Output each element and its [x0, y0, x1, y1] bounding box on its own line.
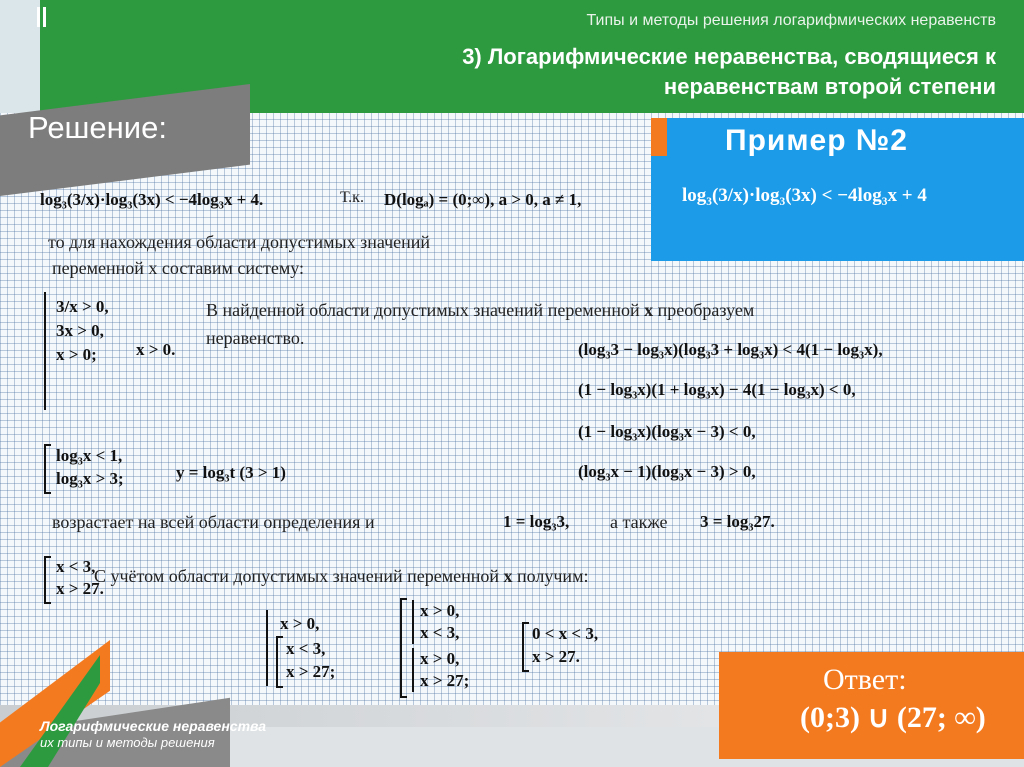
- transform-text-part: преобразуем: [657, 300, 755, 320]
- system6-row: 0 < x < 3,: [532, 624, 599, 643]
- transform-text: [206, 300, 754, 321]
- transform-text-end: неравенство.: [206, 328, 305, 348]
- system2: [56, 444, 124, 490]
- system1-result: x > 0.: [136, 340, 176, 359]
- step-3: (1 − log₃x)(log₃x − 3) < 0,: [578, 422, 756, 441]
- system4-row: x > 27;: [286, 662, 336, 681]
- footer-title: Логарифмические неравенства: [40, 718, 267, 734]
- since-label: Т.к.: [340, 189, 364, 206]
- increase-text: возрастает на всей области определения и: [52, 512, 375, 532]
- odz-text-1: то для нахождения области допустимых значений: [48, 232, 431, 252]
- also-text: а также: [610, 512, 668, 532]
- system5a-row: x < 3,: [420, 623, 460, 642]
- system6-bracket: [522, 622, 529, 672]
- final-text-part: С учётом области допустимых значений переменной: [94, 566, 499, 586]
- system5-b: [420, 648, 469, 692]
- equality-2: 3 = log₃27.: [700, 512, 775, 531]
- odz-text-2: переменной х составим систему:: [52, 258, 305, 278]
- system5a-brace: [412, 600, 414, 644]
- example-inequality: log₃(3/x)·log₃(3x) < −4log₃x + 4: [682, 185, 927, 206]
- system2-row: log₃x < 1,: [56, 446, 123, 465]
- header-subtitle: Типы и методы решения логарифмических неравенств: [586, 12, 996, 29]
- answer-value: (0;3) ∪ (27; ∞): [800, 701, 986, 734]
- example-accent: [651, 118, 667, 156]
- top-left-strip: [0, 0, 40, 113]
- footer-subtitle: их типы и методы решения: [40, 735, 215, 750]
- system1-row: 3x > 0,: [56, 321, 104, 340]
- transform-var: x: [644, 300, 654, 320]
- title-line-2: неравенствам второй степени: [663, 74, 996, 99]
- system5a-row: x > 0,: [420, 601, 460, 620]
- system5-bracket: [400, 598, 407, 698]
- equality-1: 1 = log₃3,: [503, 512, 570, 531]
- system5-a: [420, 600, 459, 644]
- system1-row: x > 0;: [56, 345, 97, 364]
- solution-label: Решение:: [28, 110, 167, 145]
- step-2: (1 − log₃x)(1 + log₃x) − 4(1 − log₃x) < 0,: [578, 380, 856, 399]
- final-text: [94, 566, 588, 587]
- log-function: y = log₃t (3 > 1): [176, 463, 286, 482]
- header-title: [236, 42, 996, 102]
- system6-row: x > 27.: [532, 647, 580, 666]
- main-inequality: log₃(3/x)·log₃(3x) < −4log₃x + 4.: [40, 190, 264, 209]
- system1-row: 3/x > 0,: [56, 297, 109, 316]
- system4-outer: x > 0,: [280, 614, 320, 633]
- system3-row: x > 27.: [56, 579, 104, 598]
- system2-row: log₃x > 3;: [56, 469, 124, 488]
- system4-inner: [286, 637, 335, 683]
- system2-bracket: [44, 444, 51, 494]
- system3-row: x < 3,: [56, 557, 96, 576]
- pause-icon: [37, 7, 46, 27]
- title-line-1: 3) Логарифмические неравенства, сводящиеся к: [462, 44, 996, 69]
- example-title: Пример №2: [725, 124, 908, 157]
- system1: [56, 295, 109, 367]
- system4-inner-bracket: [276, 636, 283, 688]
- system4-brace: [266, 610, 268, 686]
- final-var: x: [503, 566, 513, 586]
- domain-condition: D(logₐ) = (0;∞), a > 0, a ≠ 1,: [384, 190, 582, 209]
- transform-text-part: В найденной области допустимых значений переменной: [206, 300, 640, 320]
- system5b-brace: [412, 648, 414, 692]
- system5b-row: x > 0,: [420, 649, 460, 668]
- system1-brace: [44, 292, 46, 410]
- system3-bracket: [44, 556, 51, 604]
- answer-label: Ответ:: [823, 663, 907, 696]
- system4-row: x < 3,: [286, 639, 326, 658]
- system6: [532, 622, 598, 668]
- system5b-row: x > 27;: [420, 671, 470, 690]
- step-4: (log₃x − 1)(log₃x − 3) > 0,: [578, 462, 756, 481]
- step-1: (log₃3 − log₃x)(log₃3 + log₃x) < 4(1 − log₃x),: [578, 340, 883, 359]
- final-text-part: получим:: [517, 566, 589, 586]
